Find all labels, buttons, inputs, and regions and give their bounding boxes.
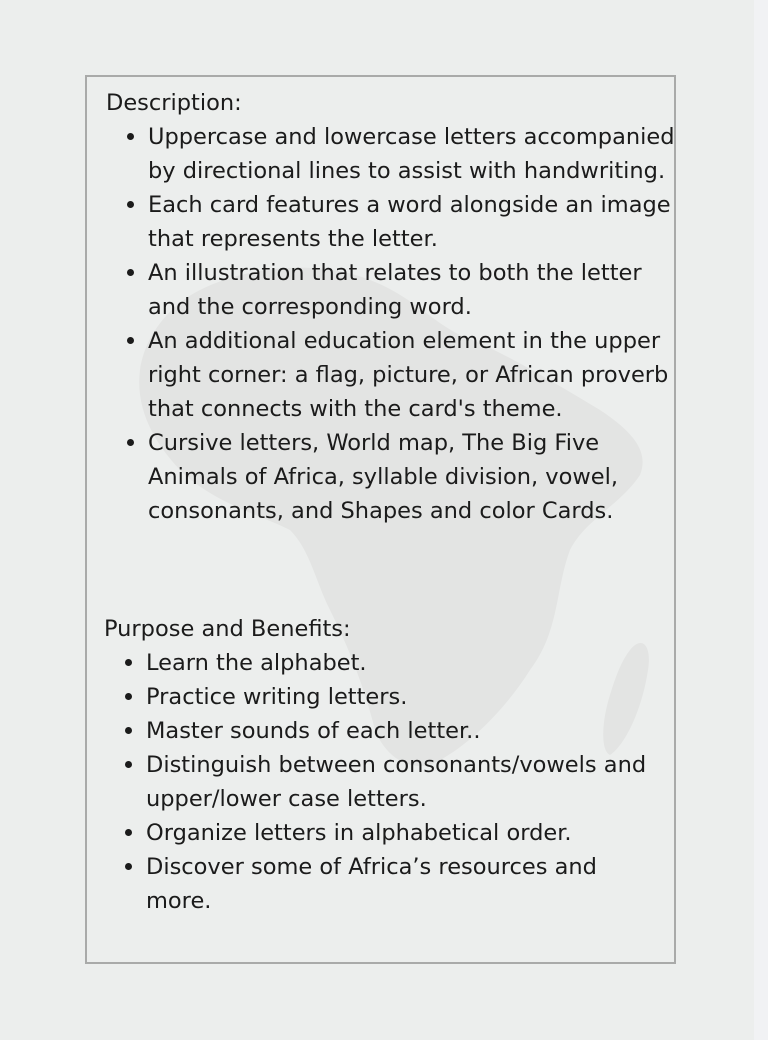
list-item: Learn the alphabet.: [146, 646, 651, 680]
list-item: Organize letters in alphabetical order.: [146, 816, 651, 850]
list-item: Each card features a word alongside an image that represents the letter.: [148, 188, 688, 256]
list-item: An illustration that relates to both the letter and the corresponding word.: [148, 256, 688, 324]
list-item: An additional education element in the upper right corner: a flag, picture, or African proverb that connects with the card's theme.: [148, 324, 688, 426]
list-item: Master sounds of each letter..: [146, 714, 651, 748]
list-item: Distinguish between consonants/vowels and upper/lower case letters.: [146, 748, 651, 816]
list-item: Cursive letters, World map, The Big Five Animals of Africa, syllable division, vowel, consonants, and Shapes and color Cards.: [148, 426, 688, 528]
list-item: Uppercase and lowercase letters accompanied by directional lines to assist with handwriting.: [148, 120, 688, 188]
purpose-heading: Purpose and Benefits:: [104, 616, 351, 642]
list-item: Discover some of Africa’s resources and more.: [146, 850, 651, 918]
description-heading: Description:: [106, 90, 242, 116]
description-list: [148, 120, 688, 528]
list-item: Practice writing letters.: [146, 680, 651, 714]
purpose-list: [146, 646, 651, 918]
